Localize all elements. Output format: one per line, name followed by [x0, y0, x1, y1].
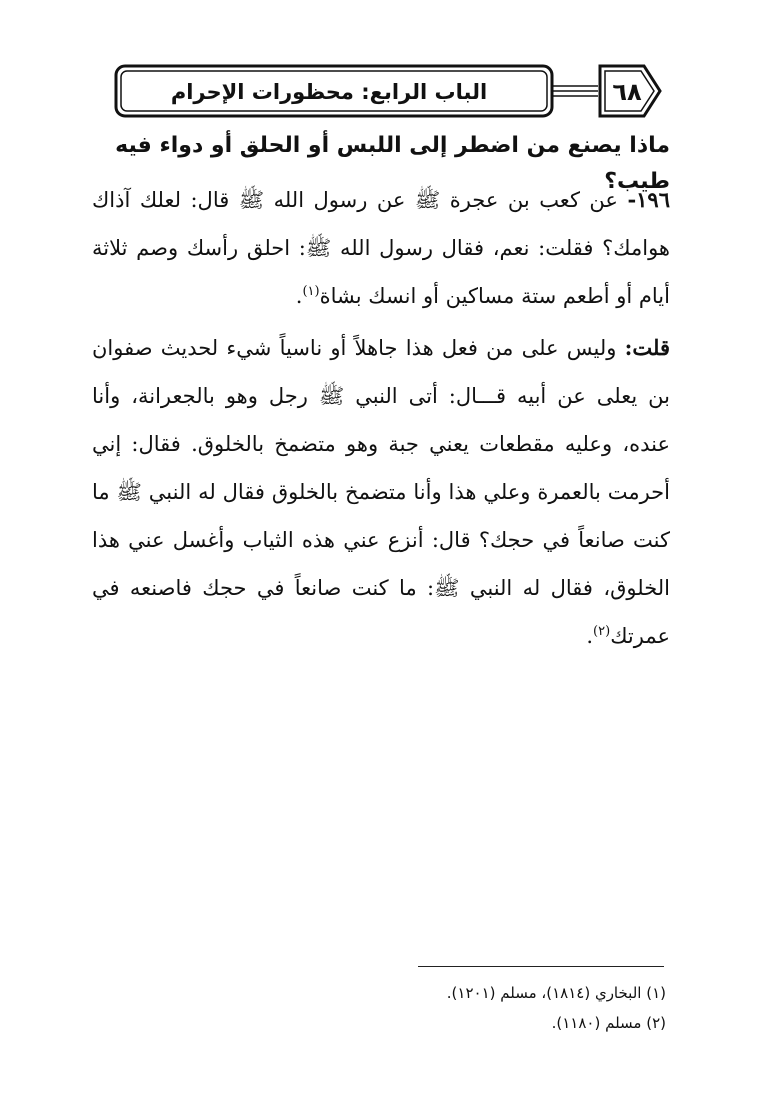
footnotes: [220, 978, 666, 1038]
chapter-title: الباب الرابع: محظورات الإحرام: [170, 80, 488, 104]
page-number: ٦٨: [612, 78, 642, 106]
comment-text: وليس على من فعل هذا جاهلاً أو ناسياً شيء لحديث صفوان بن يعلى عن أبيه قـــال: أتى النبي ﷺ رجل وهو بالجعرانة، وأنا عنده، وعليه مقطعات يعني جبة وهو متضمخ بالخلوق. فقال: إني أحرمت بالعمرة وعلي هذا وأنا متضمخ بالخلوق فقال له النبي ﷺ ما كنت صانعاً في حجك؟ قال: أنزع عني هذه الثياب وأغسل عني هذا الخلوق، فقال له النبي ﷺ: ما كنت صانعاً في حجك فاصنعه في عمرتك: [92, 336, 670, 648]
comment-lead: قلت:: [624, 335, 670, 360]
footnote-ref-2: (٢): [593, 624, 611, 639]
footnote-separator: [418, 966, 664, 967]
comment-paragraph: [92, 324, 670, 660]
footnote-2: (٢) مسلم (١١٨٠).: [551, 1014, 666, 1032]
page-header: [108, 60, 666, 122]
main-text: [92, 128, 670, 660]
hadith-paragraph: [92, 176, 670, 320]
footnote-ref-1: (١): [302, 284, 320, 299]
section-heading: ماذا يصنع من اضطر إلى اللبس أو الحلق أو دواء فيه طيب؟: [115, 133, 670, 194]
footnote-1: (١) البخاري (١٨١٤)، مسلم (١٢٠١).: [446, 984, 666, 1002]
hadith-text: عن كعب بن عجرة ﷺ عن رسول الله ﷺ قال: لعلك آذاك هوامك؟ فقلت: نعم، فقال رسول الله ﷺ: احلق رأسك وصم ثلاثة أيام أو أطعم ستة مساكين أو انسك بشاة: [92, 188, 670, 308]
comment-end: .: [586, 624, 594, 648]
hadith-number: ١٩٦-: [627, 187, 670, 212]
hadith-end: .: [295, 284, 303, 308]
